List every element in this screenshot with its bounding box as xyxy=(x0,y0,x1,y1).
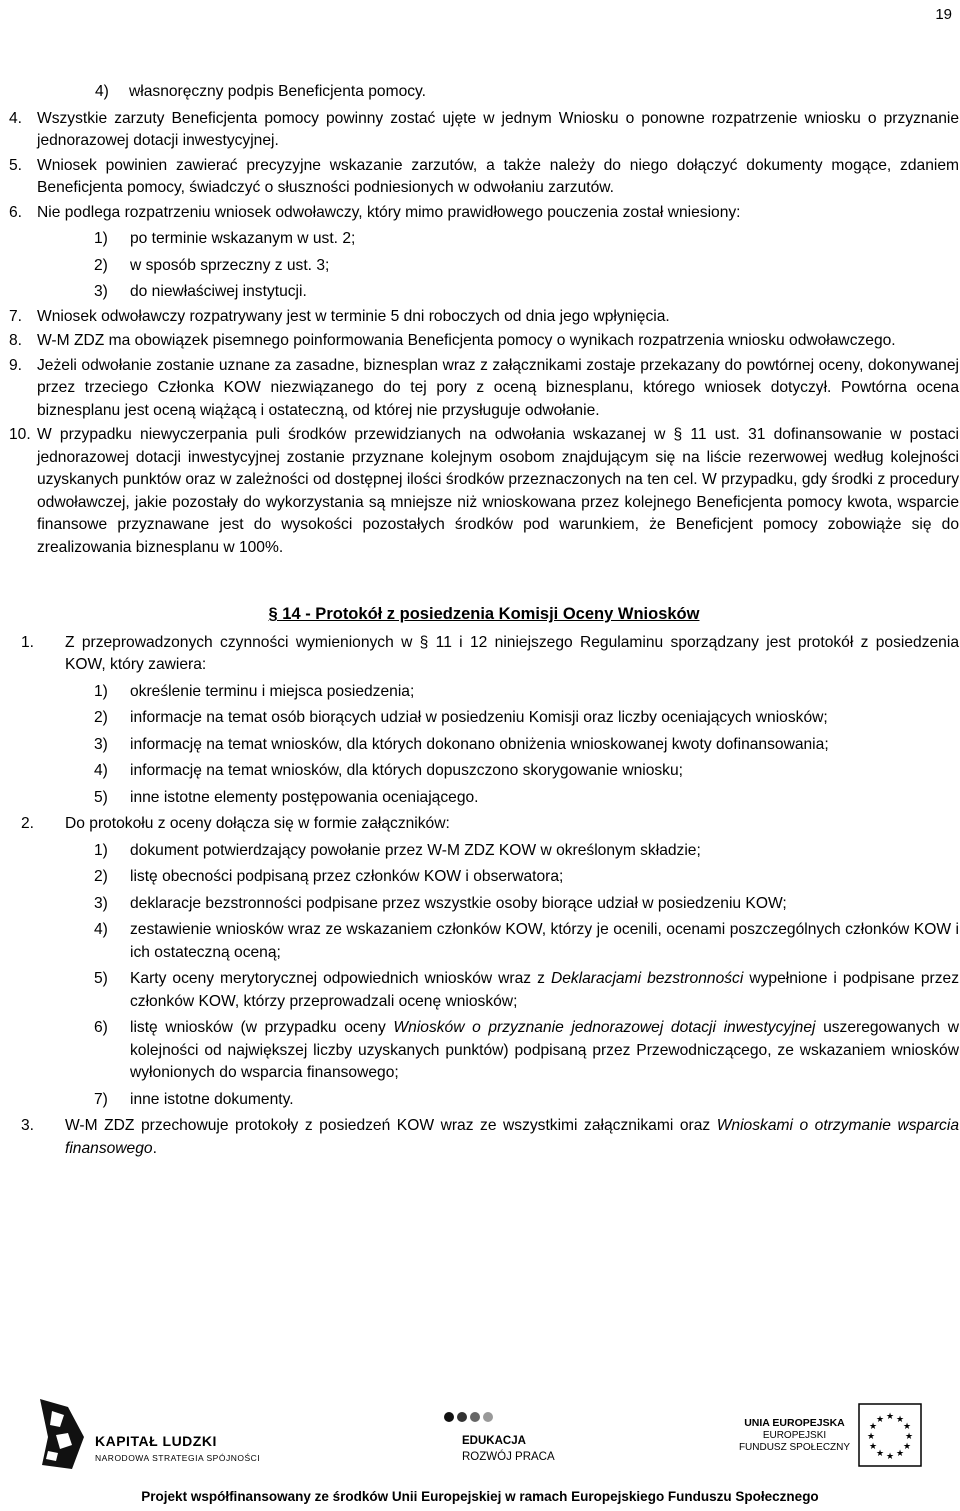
list-text: po terminie wskazanym w ust. 2; xyxy=(130,230,356,247)
sub-list-item xyxy=(9,681,959,704)
list-text: Jeżeli odwołanie zostanie uznane za zasadne, biznesplan wraz z załącznikami zostaje przekazany do powtórnej oceny, dokonywanej przez trzeciego Członka KOW niezwiązanego do tej pory z oceną biznesplanu, którego wniosek dotyczył. Powtórna ocena biznesplanu jest oceną wiążącą i ostateczną, od której nie przysługuje odwołanie. xyxy=(37,356,959,419)
list-text-emphasis: Wnioskami o otrzymanie wsparcia finansowego xyxy=(65,1117,959,1157)
kapital-ludzki-logo-icon xyxy=(38,1397,88,1472)
sub-list-item xyxy=(9,968,959,1013)
list-number: 9. xyxy=(9,356,23,374)
list-text: W przypadku niewyczerpania puli środków przewidzianych na odwołania wskazanej w § 11 ust. 31 dofinansowanie w postaci jednorazowej dotacji inwestycyjnej zostanie przyznane kolejnym osobom znajdującym się na liście rezerwowej według kolejności uzyskanych punktów oraz w zależności od dostępnej ilości środków przeznaczonych na ten cel. W przypadku, gdy środki z procedury odwoławczej, jakie pozostały do wykorzystania są mniejsze niż wnioskowana przez kolejnego Beneficjenta pomocy kwota, wsparcie finansowe przyznawane jest do wysokości pozostałych środków pod warunkiem, że Beneficjent pomocy zobowiąże się do zrealizowania biznesplanu w 100%. xyxy=(37,426,959,556)
list-number: 2) xyxy=(94,256,108,274)
list-number: 1. xyxy=(21,633,35,651)
list-item xyxy=(9,1115,959,1160)
svg-text:★: ★ xyxy=(866,1432,876,1442)
list-text: Wniosek powinien zawierać precyzyjne wskazanie zarzutów, a także należy do niego dołączyć dokumenty mogące, zdaniem Beneficjenta pomocy, świadczyć o słuszności podniesionych w odwołaniu zarzutów. xyxy=(37,156,959,196)
ue-fund: FUNDUSZ SPOŁECZNY xyxy=(738,1442,851,1453)
list-number: 4) xyxy=(94,921,108,938)
funding-note: Projekt współfinansowany ze środków Unii Europejskiej w ramach Europejskiego Funduszu Społecznego xyxy=(141,1489,819,1504)
section-heading-text: § 14 - Protokół z posiedzenia Komisji Oceny Wniosków xyxy=(268,605,700,623)
kapital-ludzki-subtitle: NARODOWA STRATEGIA SPÓJNOŚCI xyxy=(95,1453,261,1463)
edukacja-title: EDUKACJA xyxy=(462,1435,526,1447)
kapital-ludzki-title: KAPITAŁ LUDZKI xyxy=(95,1433,217,1449)
sub-list-item xyxy=(9,919,959,964)
svg-text:★: ★ xyxy=(904,1432,914,1442)
list-text: uszeregowanych w kolejności od największej liczby uzyskanych punktów) podpisaną przez Przewodniczącego, ze wskazaniem wniosków wyłonionych do wsparcia finansowego; xyxy=(130,1019,959,1081)
page-number: 19 xyxy=(935,6,952,23)
svg-text:★: ★ xyxy=(868,1442,878,1452)
sub-list-item xyxy=(9,255,959,278)
list-item xyxy=(9,306,959,329)
svg-text:★: ★ xyxy=(895,1415,905,1425)
edukacja-dots-icon xyxy=(443,1405,499,1429)
list-number: 6) xyxy=(94,1019,108,1036)
footer-logos xyxy=(0,1385,960,1511)
list-number: 3. xyxy=(21,1117,35,1134)
list-text: określenie terminu i miejsca posiedzenia; xyxy=(130,682,415,700)
list-text: informację na temat wniosków, dla których dopuszczono skorygowanie wniosku; xyxy=(130,762,683,779)
sub-list-item xyxy=(9,1089,959,1112)
list-number: 1) xyxy=(94,841,108,859)
list-text: Wszystkie zarzuty Beneficjenta pomocy powinny zostać ujęte w jednym Wniosku o ponowne rozpatrzenie wniosku o przyznanie jednorazowej dotacji inwestycyjnej. xyxy=(37,109,959,149)
list-number: 8. xyxy=(9,332,23,349)
sub-list-item xyxy=(9,281,959,304)
list-number: 10. xyxy=(9,426,31,443)
document-body xyxy=(9,81,959,1160)
list-item xyxy=(9,155,959,200)
ue-title: UNIA EUROPEJSKA xyxy=(744,1417,845,1429)
list-text: własnoręczny podpis Beneficjenta pomocy. xyxy=(129,83,427,100)
list-item xyxy=(9,202,959,225)
list-item xyxy=(9,632,959,677)
list-text: dokument potwierdzający powołanie przez W-M ZDZ KOW w określonym składzie; xyxy=(130,841,701,859)
list-text: W-M ZDZ ma obowiązek pisemnego poinformowania Beneficjenta pomocy o wynikach rozpatrzenia wniosku odwoławczego. xyxy=(37,332,896,349)
sub-list-item xyxy=(9,787,959,810)
sub-list-item xyxy=(9,866,959,889)
list-number: 6. xyxy=(9,203,23,221)
list-item xyxy=(9,424,959,559)
sub-list-item xyxy=(9,893,959,916)
list-number: 1) xyxy=(94,682,108,700)
sub-list-item xyxy=(9,760,959,783)
list-text: Nie podlega rozpatrzeniu wniosek odwoławczy, który mimo prawidłowego pouczenia został wniesiony: xyxy=(37,203,741,221)
list-text: Z przeprowadzonych czynności wymienionych w § 11 i 12 niniejszego Regulaminu sporządzany jest protokół z posiedzenia KOW, który zawiera: xyxy=(65,633,959,673)
svg-text:★: ★ xyxy=(895,1449,905,1459)
list-item xyxy=(9,81,959,104)
list-text: Karty oceny merytorycznej odpowiednich wniosków wraz z xyxy=(130,970,551,987)
edukacja-subtitle: ROZWÓJ PRACA xyxy=(462,1451,555,1463)
list-number: 3) xyxy=(94,894,108,912)
list-number: 3) xyxy=(94,283,108,300)
list-text: . xyxy=(152,1139,157,1157)
list-text-emphasis: Wniosków o przyznanie jednorazowej dotacji inwestycyjnej xyxy=(393,1019,816,1036)
list-number: 5. xyxy=(9,156,23,174)
sub-list-item xyxy=(9,707,959,730)
list-item xyxy=(9,108,959,153)
list-text: wypełnione i podpisane przez członków KOW, którzy przeprowadzali ocenę wniosków; xyxy=(130,970,960,1010)
sub-list-item xyxy=(9,1017,959,1085)
list-number: 5) xyxy=(94,788,108,806)
list-text: listę obecności podpisaną przez członków KOW i obserwatora; xyxy=(130,868,564,885)
list-text: informacje na temat osób biorących udział w posiedzeniu Komisji oraz liczby oceniających wniosków; xyxy=(130,709,828,726)
svg-text:★: ★ xyxy=(902,1442,912,1452)
list-number: 1) xyxy=(94,230,108,247)
svg-text:★: ★ xyxy=(868,1422,878,1432)
sub-list-item xyxy=(9,840,959,863)
list-item xyxy=(9,355,959,423)
list-text: deklaracje bezstronności podpisane przez wszystkie osoby biorące udział w posiedzeniu KOW; xyxy=(130,894,787,912)
list-number: 5) xyxy=(94,970,108,987)
svg-text:★: ★ xyxy=(885,1452,895,1462)
list-text: inne istotne elementy postępowania oceniającego. xyxy=(130,788,479,806)
list-text: Do protokołu z oceny dołącza się w formie załączników: xyxy=(65,815,450,832)
ue-subtitle: EUROPEJSKI xyxy=(762,1430,827,1441)
section-heading xyxy=(9,603,959,626)
list-text: do niewłaściwej instytucji. xyxy=(130,283,307,300)
list-number: 4) xyxy=(94,762,108,779)
list-number: 4) xyxy=(95,83,109,100)
svg-text:★: ★ xyxy=(875,1449,885,1459)
list-text: inne istotne dokumenty. xyxy=(130,1090,294,1108)
svg-text:★: ★ xyxy=(902,1422,912,1432)
list-text: Wniosek odwoławczy rozpatrywany jest w terminie 5 dni roboczych od dnia jego wpłynięcia. xyxy=(37,307,670,325)
list-number: 4. xyxy=(9,109,23,127)
list-text: W-M ZDZ przechowuje protokoły z posiedzeń KOW wraz ze wszystkimi załącznikami oraz xyxy=(65,1117,717,1134)
list-item xyxy=(9,813,959,836)
sub-list-item xyxy=(9,734,959,757)
svg-text:★: ★ xyxy=(875,1415,885,1425)
list-item xyxy=(9,330,959,353)
list-number: 7. xyxy=(9,307,23,325)
list-text: zestawienie wniosków wraz ze wskazaniem członków KOW, którzy je ocenili, ocenami poszczególnych członków KOW i ich ostateczną oceną; xyxy=(130,921,959,961)
list-number: 7) xyxy=(94,1090,108,1108)
svg-text:★: ★ xyxy=(885,1412,895,1422)
list-number: 2) xyxy=(94,709,108,726)
list-number: 2. xyxy=(21,815,35,832)
eu-flag-icon xyxy=(858,1403,922,1467)
list-text: informację na temat wniosków, dla których dokonano obniżenia wnioskowanej kwoty dofinansowania; xyxy=(130,735,829,753)
list-text: listę wniosków (w przypadku oceny xyxy=(130,1019,394,1036)
sub-list-item xyxy=(9,228,959,251)
list-text-emphasis: Deklaracjami bezstronności xyxy=(550,970,744,987)
list-text: w sposób sprzeczny z ust. 3; xyxy=(130,256,330,274)
list-number: 3) xyxy=(94,735,108,753)
list-number: 2) xyxy=(94,868,108,885)
